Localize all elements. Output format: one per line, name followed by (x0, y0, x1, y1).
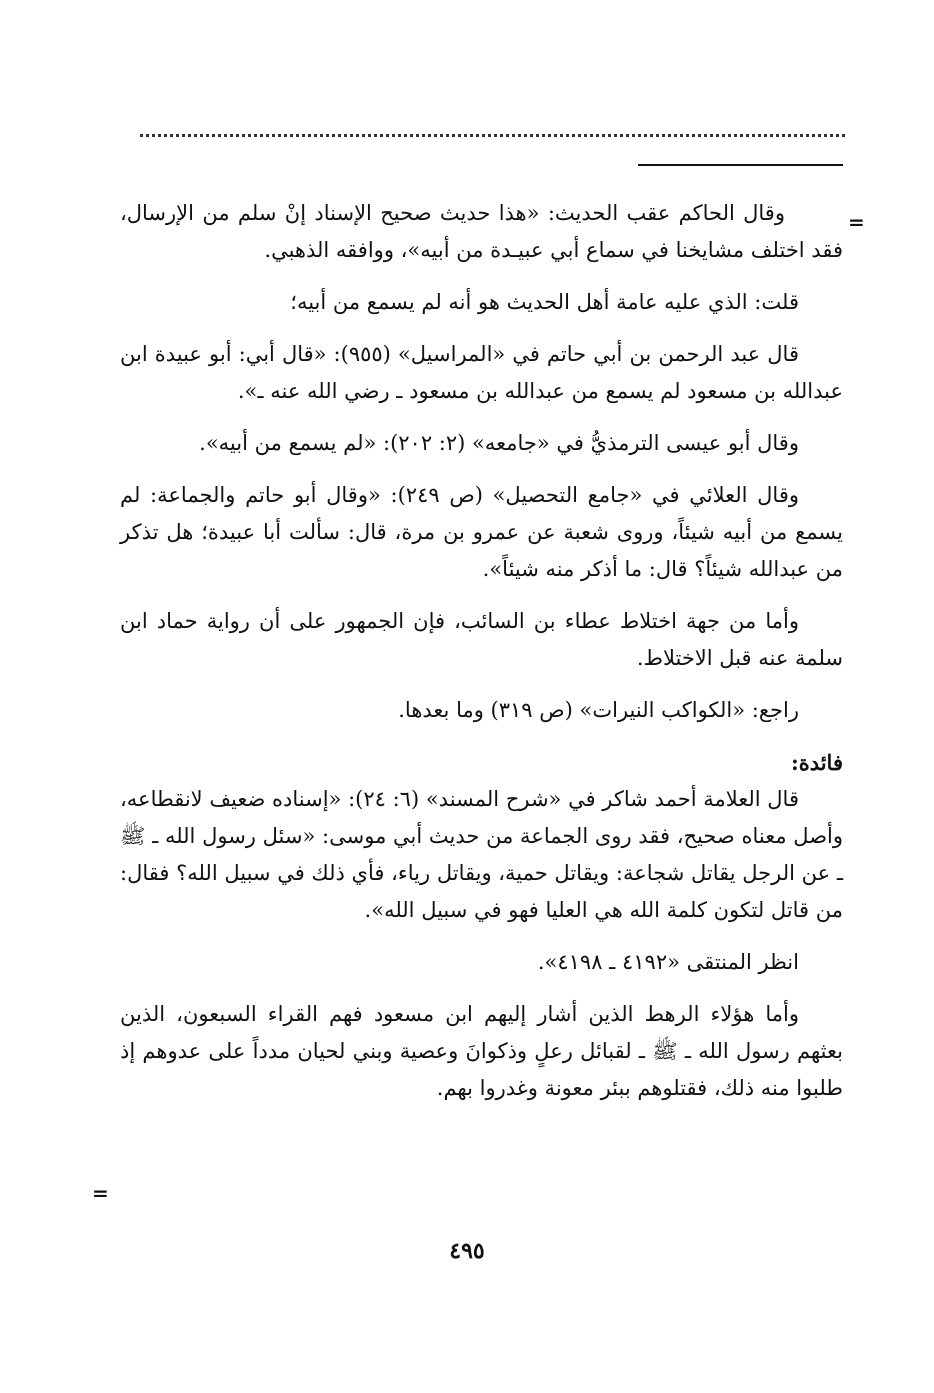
benefit-paragraph-muntaqa: انظر المنتقى «٤١٩٢ ـ ٤١٩٨». (537, 950, 799, 974)
benefit-paragraph-shakir: قال العلامة أحمد شاكر في «شرح المسند» (٦: ٢٤): «إسناده ضعيف لانقطاعه، وأصل معناه صحيح، فقد روى الجماعة من حديث أبي موسى: «سئل رسول الله ـ ﷺ ـ عن الرجل يقاتل شجاعة: ويقاتل حمية، ويقاتل رياء، فأي ذلك في سبيل الله؟ فقال: من قاتل لتكون كلمة الله هي العليا فهو في سبيل الله». (120, 787, 843, 922)
footnote-paragraph-tirmidhi: وقال أبو عيسى الترمذيُّ في «جامعه» (٢: ٢٠٢): «لم يسمع من أبيه». (199, 431, 799, 455)
page-number: ٤٩٥ (449, 1238, 485, 1264)
continuation-mark-bottom: = (92, 1181, 109, 1205)
footnote-body (120, 195, 843, 1122)
footnote-paragraph-ibn-abi-hatim: قال عبد الرحمن بن أبي حاتم في «المراسيل» (٩٥٥): «قال أبي: أبو عبيدة ابن عبدالله بن مسعود لم يسمع من عبدالله بن مسعود ـ رضي الله عنه ـ». (120, 342, 843, 403)
dotted-separator (140, 134, 845, 137)
footnote-rule (638, 164, 843, 166)
footnote-paragraph-alai: وقال العلائي في «جامع التحصيل» (ص ٢٤٩): «وقال أبو حاتم والجماعة: لم يسمع من أبيه شيئاً، وروى شعبة عن عمرو بن مرة، قال: سألت أبا عبيدة؛ هل تذكر من عبدالله شيئاً؟ قال: ما أذكر منه شيئاً». (120, 483, 843, 581)
benefit-heading: فائدة: (790, 750, 843, 775)
continuation-mark-top: = (848, 210, 865, 234)
benefit-paragraph-qurra: وأما هؤلاء الرهط الذين أشار إليهم ابن مسعود فهم القراء السبعون، الذين بعثهم رسول الله ـ ﷺ ـ لقبائل رعلٍ وذكوانَ وعصية وبني لحيان مدداً على عدوهم إذ طلبوا منه ذلك، فقتلوهم ببئر معونة وغدروا بهم. (120, 1002, 843, 1100)
footnote-paragraph-note: قلت: الذي عليه عامة أهل الحديث هو أنه لم يسمع من أبيه؛ (290, 290, 799, 314)
footnote-paragraph-reference: راجع: «الكواكب النيرات» (ص ٣١٩) وما بعدها. (398, 698, 799, 722)
footnote-paragraph-ata: وأما من جهة اختلاط عطاء بن السائب، فإن الجمهور على أن رواية حماد ابن سلمة عنه قبل الاختلاط. (120, 609, 843, 670)
footnote-paragraph-hakim: وقال الحاكم عقب الحديث: «هذا حديث صحيح الإسناد إنْ سلم من الإرسال، فقد اختلف مشايخنا في سماع أبي عبيـدة من أبيه»، ووافقه الذهبي. (120, 201, 843, 262)
